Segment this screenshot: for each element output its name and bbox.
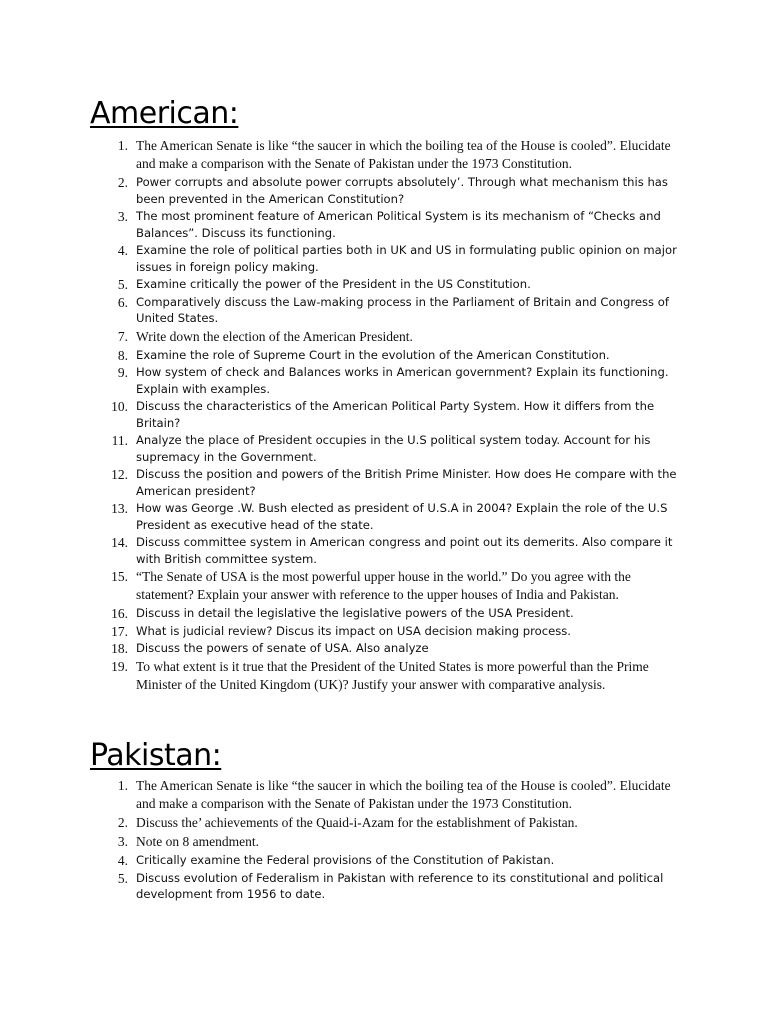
question-text: Power corrupts and absolute power corrupts absolutely’. Through what mechanism this has been prevented in the American Constitution? bbox=[136, 175, 668, 206]
question-number: 2. bbox=[117, 815, 128, 830]
question-number: 8. bbox=[117, 347, 128, 363]
section-heading-pakistan: Pakistan: bbox=[90, 738, 222, 773]
question-item bbox=[0, 777, 768, 813]
question-text: Discuss evolution of Federalism in Pakistan with reference to its constitutional and political development from 1956 to date. bbox=[136, 870, 664, 901]
question-item bbox=[0, 347, 768, 364]
question-list-pakistan bbox=[0, 777, 768, 903]
question-text: How system of check and Balances works in American government? Explain its functioning. Explain with examples. bbox=[136, 365, 669, 396]
question-number: 6. bbox=[117, 294, 128, 310]
question-text: The most prominent feature of American Political System is its mechanism of “Checks and Balances”. Discuss its functioning. bbox=[136, 209, 661, 240]
question-number: 12. bbox=[111, 467, 128, 482]
question-text: Write down the election of the American President. bbox=[136, 328, 413, 344]
question-number: 1. bbox=[117, 778, 128, 793]
question-item bbox=[0, 398, 768, 431]
question-number: 11. bbox=[111, 433, 128, 448]
question-number: 1. bbox=[117, 138, 128, 153]
question-number: 4. bbox=[117, 853, 128, 868]
question-text: Discuss the characteristics of the American Political Party System. How it differs from the Britain? bbox=[136, 399, 655, 430]
question-item bbox=[0, 294, 768, 327]
question-item bbox=[0, 640, 768, 657]
question-item bbox=[0, 364, 768, 397]
question-text: Note on 8 amendment. bbox=[136, 834, 259, 849]
question-item bbox=[0, 500, 768, 533]
question-number: 13. bbox=[111, 501, 128, 516]
question-text: Discuss the powers of senate of USA. Also analyze bbox=[136, 641, 429, 655]
question-text: Discuss the position and powers of the British Prime Minister. How does He compare with the American president? bbox=[136, 467, 677, 498]
question-text: Examine critically the power of the President in the US Constitution. bbox=[136, 277, 531, 291]
question-number: 14. bbox=[111, 535, 128, 550]
question-number: 5. bbox=[117, 870, 128, 886]
question-item bbox=[0, 605, 768, 622]
question-item bbox=[0, 623, 768, 640]
question-text: The American Senate is like “the saucer in which the boiling tea of the House is cooled”. Elucidate and make a comparison with the Senate of Pakistan under the 1973 Constitution. bbox=[136, 138, 671, 171]
question-item bbox=[0, 328, 768, 346]
question-number: 3. bbox=[117, 834, 128, 849]
question-text: Critically examine the Federal provisions of the Constitution of Pakistan. bbox=[136, 853, 555, 867]
question-item bbox=[0, 814, 768, 832]
question-number: 19. bbox=[111, 658, 128, 674]
question-item bbox=[0, 568, 768, 604]
question-text: Analyze the place of President occupies in the U.S political system today. Account for his supremacy in the Government. bbox=[136, 433, 651, 464]
question-text: Comparatively discuss the Law-making process in the Parliament of Britain and Congress of United States. bbox=[136, 294, 669, 325]
question-text: Discuss in detail the legislative the legislative powers of the USA President. bbox=[136, 606, 574, 620]
question-item bbox=[0, 852, 768, 869]
question-item bbox=[0, 658, 768, 694]
question-number: 15. bbox=[111, 569, 128, 584]
question-text: How was George .W. Bush elected as president of U.S.A in 2004? Explain the role of the U.S President as executive head of the state. bbox=[136, 501, 668, 532]
question-item bbox=[0, 137, 768, 173]
question-text: The American Senate is like “the saucer in which the boiling tea of the House is cooled”. Elucidate and make a comparison with the Senate of Pakistan under the 1973 Constitution. bbox=[136, 778, 671, 811]
question-text: Discuss committee system in American congress and point out its demerits. Also compare it with British committee system. bbox=[136, 535, 673, 566]
question-item bbox=[0, 534, 768, 567]
question-text: Examine the role of political parties both in UK and US in formulating public opinion on major issues in foreign policy making. bbox=[136, 243, 677, 274]
question-item bbox=[0, 432, 768, 465]
question-number: 9. bbox=[117, 365, 128, 380]
question-item bbox=[0, 242, 768, 275]
question-number: 3. bbox=[117, 209, 128, 224]
question-number: 17. bbox=[111, 623, 128, 639]
question-list-american bbox=[0, 137, 768, 694]
question-number: 18. bbox=[111, 641, 128, 656]
question-item bbox=[0, 870, 768, 903]
question-text: “The Senate of USA is the most powerful upper house in the world.” Do you agree with the statement? Explain your answer with reference to the upper houses of India and Pakistan. bbox=[136, 569, 631, 602]
question-text: What is judicial review? Discus its impact on USA decision making process. bbox=[136, 623, 571, 638]
question-number: 7. bbox=[117, 328, 128, 344]
question-item bbox=[0, 276, 768, 293]
question-number: 2. bbox=[117, 175, 128, 190]
question-number: 16. bbox=[111, 606, 128, 621]
question-number: 4. bbox=[117, 243, 128, 258]
question-item bbox=[0, 208, 768, 241]
section-heading-american: American: bbox=[90, 96, 239, 131]
question-number: 10. bbox=[111, 399, 128, 414]
question-text: Discuss the’ achievements of the Quaid-i-Azam for the establishment of Pakistan. bbox=[136, 815, 578, 830]
question-number: 5. bbox=[117, 277, 128, 292]
question-item bbox=[0, 174, 768, 207]
question-item bbox=[0, 466, 768, 499]
question-text: Examine the role of Supreme Court in the evolution of the American Constitution. bbox=[136, 347, 610, 362]
question-text: To what extent is it true that the President of the United States is more powerful than the Prime Minister of the United Kingdom (UK)? Justify your answer with comparative analysis. bbox=[136, 658, 649, 692]
question-item bbox=[0, 833, 768, 851]
